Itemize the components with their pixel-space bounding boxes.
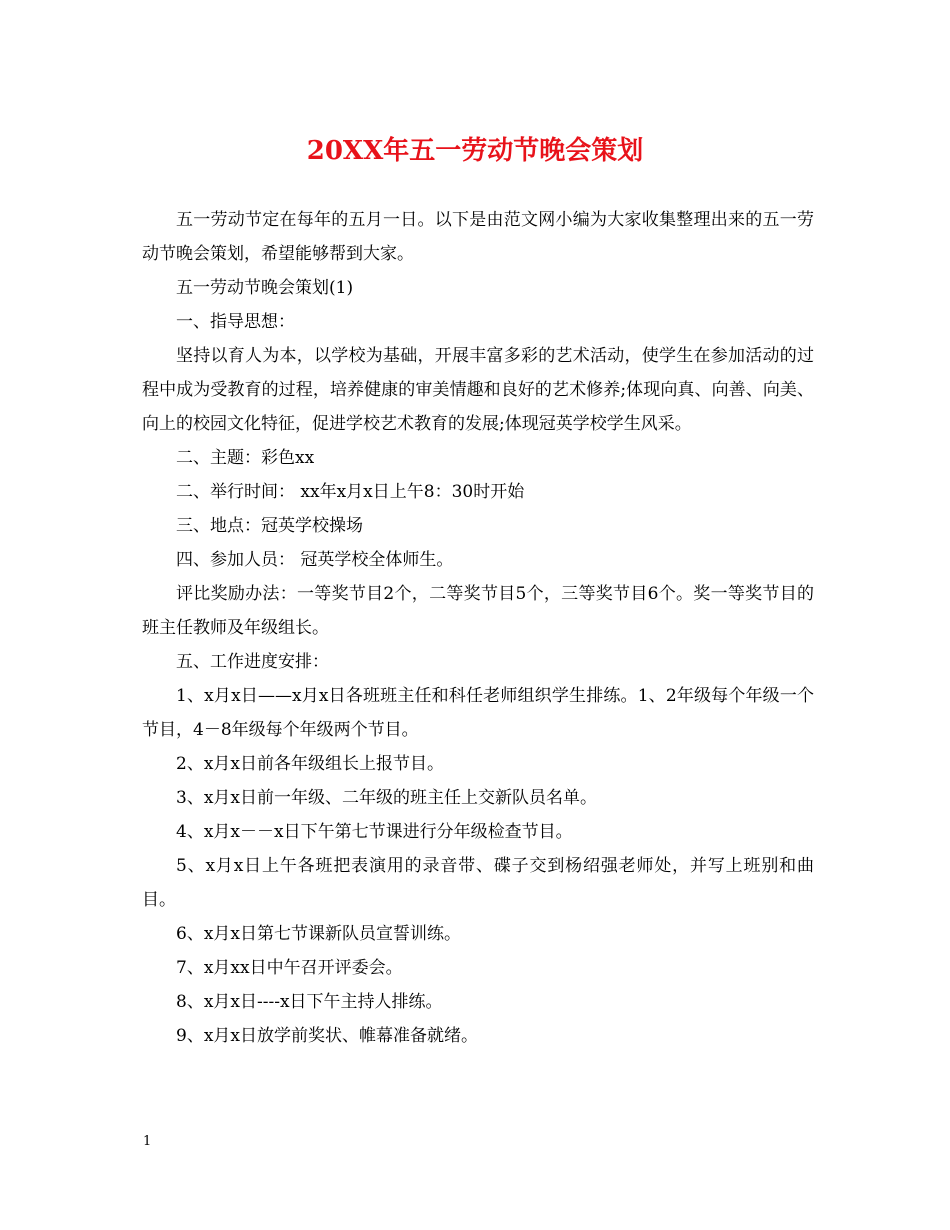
section-heading-schedule: 五、工作进度安排： <box>176 652 329 672</box>
document-title: 20XX年五一劳动节晚会策划 <box>306 136 644 166</box>
paragraph-theme: 二、主题：彩色xx <box>176 448 315 468</box>
paragraph-plan-heading: 五一劳动节晚会策划(1) <box>176 278 354 298</box>
schedule-item: 1、x月x日——x月x日各班班主任和科任老师组织学生排练。1、2年级每个年级一个节目，4－8年级每个年级两个节目。 <box>142 686 814 740</box>
section-heading-guiding-ideology: 一、指导思想： <box>176 312 295 332</box>
paragraph-awards: 评比奖励办法：一等奖节目2个，二等奖节目5个，三等奖节目6个。奖一等奖节目的班主任教师及年级组长。 <box>142 584 814 638</box>
schedule-item: 5、x月x日上午各班把表演用的录音带、碟子交到杨绍强老师处，并写上班别和曲目。 <box>142 856 814 910</box>
paragraph-intro: 五一劳动节定在每年的五月一日。以下是由范文网小编为大家收集整理出来的五一劳动节晚会策划，希望能够帮到大家。 <box>142 210 814 264</box>
schedule-item: 3、x月x日前一年级、二年级的班主任上交新队员名单。 <box>176 788 597 808</box>
paragraph-participants: 四、参加人员： 冠英学校全体师生。 <box>176 550 454 570</box>
schedule-item: 6、x月x日第七节课新队员宣誓训练。 <box>176 924 461 944</box>
paragraph-time: 二、举行时间： xx年x月x日上午8：30时开始 <box>176 482 525 502</box>
schedule-item: 7、x月xx日中午召开评委会。 <box>176 958 403 978</box>
paragraph-guiding-ideology: 坚持以育人为本，以学校为基础，开展丰富多彩的艺术活动，使学生在参加活动的过程中成为受教育的过程，培养健康的审美情趣和良好的艺术修养;体现向真、向善、向美、向上的校园文化特征，促进学校艺术教育的发展;体现冠英学校学生风采。 <box>142 346 814 434</box>
paragraph-location: 三、地点：冠英学校操场 <box>176 516 363 536</box>
page-number: 1 <box>143 1134 152 1149</box>
schedule-item: 9、x月x日放学前奖状、帷幕准备就绪。 <box>176 1026 478 1046</box>
schedule-item: 4、x月x－－x日下午第七节课进行分年级检查节目。 <box>176 822 573 842</box>
schedule-item: 2、x月x日前各年级组长上报节目。 <box>176 754 444 774</box>
document-body <box>142 203 814 1053</box>
schedule-item: 8、x月x日----x日下午主持人排练。 <box>176 992 443 1012</box>
